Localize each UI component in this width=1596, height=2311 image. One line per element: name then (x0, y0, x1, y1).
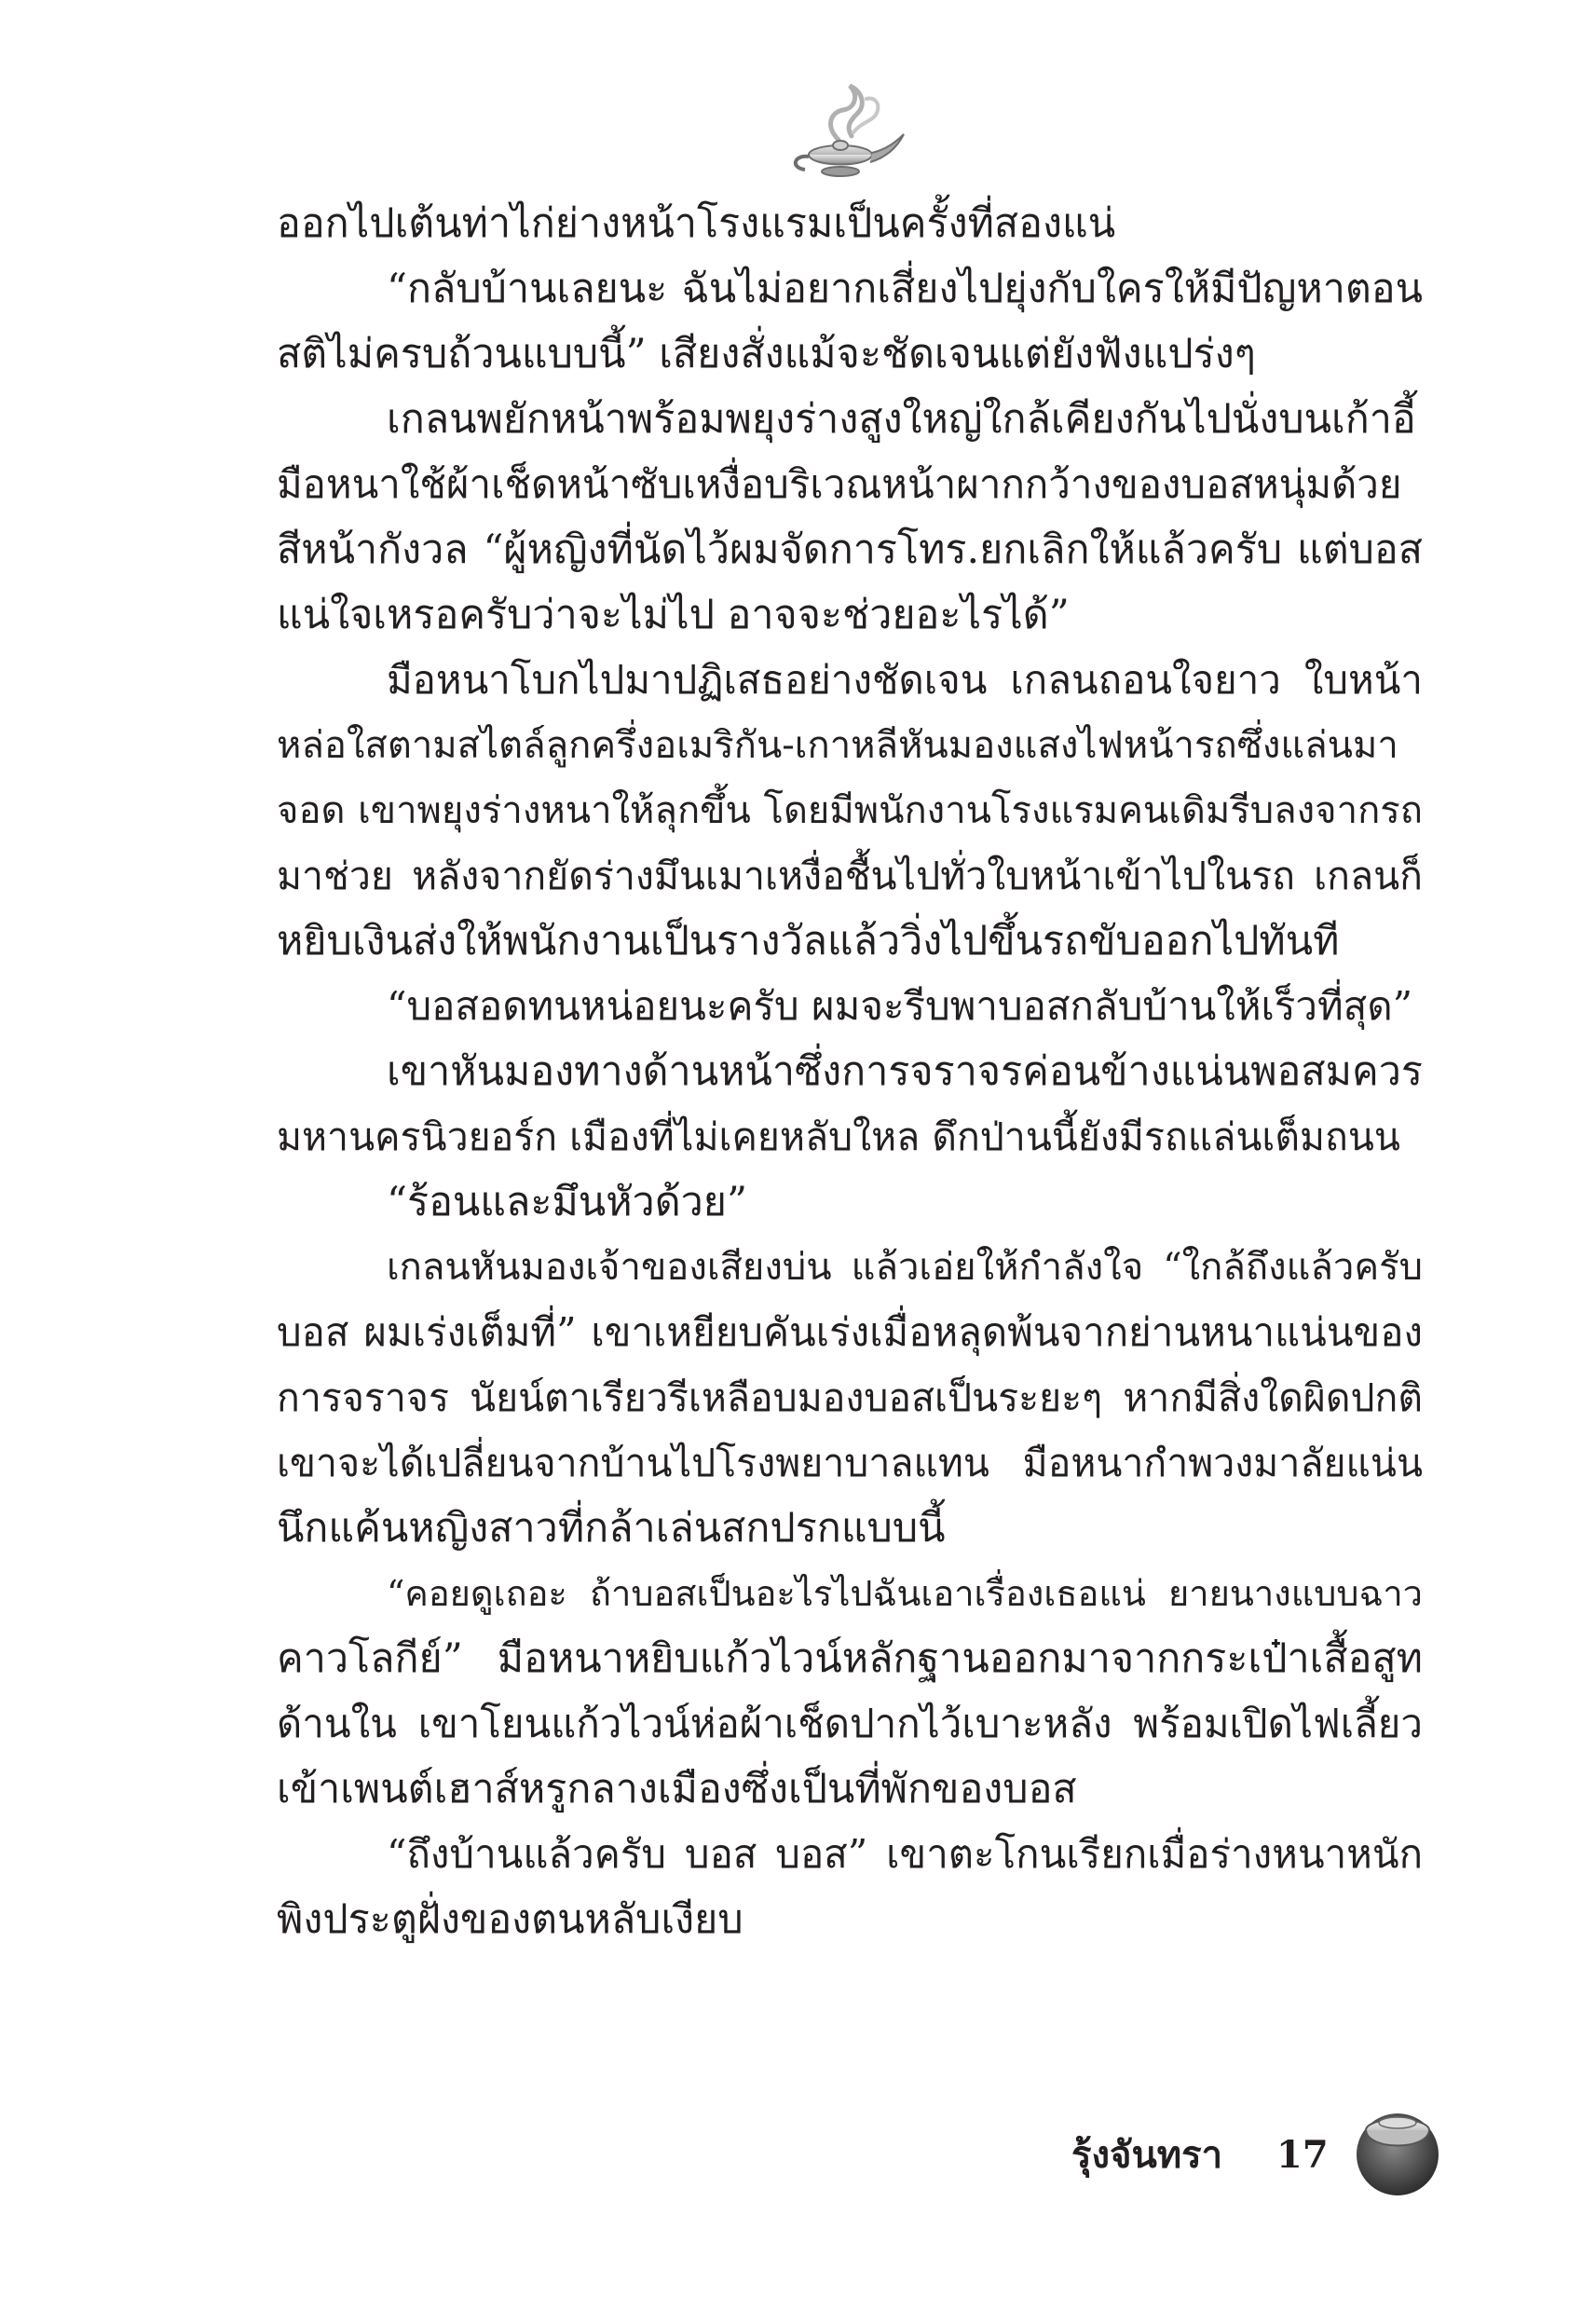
body-text (277, 191, 1423, 1952)
text-line: “ร้อนและมึนหัวด้วย” (387, 1179, 747, 1225)
page-number: 17 (1276, 2133, 1329, 2177)
text-line: “บอสอดทนหน่อยนะครับ ผมจะรีบพาบอสกลับบ้านให้เร็วที่สุด” (387, 983, 1413, 1029)
text-line: เกลนพยักหน้าพร้อมพยุงร่างสูงใหญ่ใกล้เคียงกันไปนั่งบนเก้าอี้ (387, 396, 1416, 443)
book-title: รุ้งจันทรา (1071, 2133, 1223, 2177)
text-line: นึกแค้นหญิงสาวที่กล้าเล่นสกปรกแบบนี้ (277, 1505, 946, 1552)
magic-lamp-icon (773, 75, 913, 186)
text-line: สติไม่ครบถ้วนแบบนี้” เสียงสั่งแม้จะชัดเจนแต่ยังฟังแปร่งๆ (277, 331, 1256, 377)
text-line: ออกไปเต้นท่าไก่ย่างหน้าโรงแรมเป็นครั้งที่สองแน่ (277, 200, 1116, 247)
text-line: หล่อใสตามสไตล์ลูกครึ่งอเมริกัน-เกาหลีหันมองแสงไฟหน้ารถซึ่งแล่นมา (277, 724, 1398, 767)
text-line: มือหนาใช้ผ้าเช็ดหน้าซับเหงื่อบริเวณหน้าผากกว้างของบอสหนุ่มด้วย (277, 461, 1402, 507)
text-line: มือหนาโบกไปมาปฏิเสธอย่างชัดเจน เกลนถอนใจยาว ใบหน้า (387, 657, 1423, 703)
text-line: ด้านใน เขาโยนแก้วไวน์ห่อผ้าเช็ดปากไว้เบาะหลัง พร้อมเปิดไฟเลี้ยว (277, 1701, 1423, 1746)
text-line: หยิบเงินส่งให้พนักงานเป็นรางวัลแล้ววิ่งไปขึ้นรถขับออกไปทันที (277, 918, 1340, 964)
text-line: เขาจะได้เปลี่ยนจากบ้านไปโรงพยาบาลแทน มือหนากำพวงมาลัยแน่น (277, 1441, 1423, 1485)
text-line: “ถึงบ้านแล้วครับ บอส บอส” เขาตะโกนเรียกเมื่อร่างหนาหนัก (387, 1831, 1423, 1877)
text-line: การจราจร นัยน์ตาเรียวรีเหลือบมองบอสเป็นระยะๆ หากมีสิ่งใดผิดปกติ (277, 1375, 1423, 1420)
text-line: แน่ใจเหรอครับว่าจะไม่ไป อาจจะช่วยอะไรได้” (277, 592, 1070, 638)
text-line: มหานครนิวยอร์ก เมืองที่ไม่เคยหลับใหล ดึกป่านนี้ยังมีรถแล่นเต็มถนน (277, 1114, 1400, 1159)
text-line: จอด เขาพยุงร่างหนาให้ลุกขึ้น โดยมีพนักงานโรงแรมคนเดิมรีบลงจากรถ (277, 789, 1423, 832)
round-lid-icon (1351, 2097, 1444, 2199)
text-line: บอส ผมเร่งเต็มที่” เขาเหยียบคันเร่งเมื่อหลุดพ้นจากย่านหนาแน่นของ (277, 1309, 1423, 1355)
text-line: “กลับบ้านเลยนะ ฉันไม่อยากเสี่ยงไปยุ่งกับใครให้มีปัญหาตอน (387, 266, 1423, 312)
text-line: เข้าเพนต์เฮาส์หรูกลางเมืองซึ่งเป็นที่พักของบอส (277, 1766, 1077, 1812)
text-line: เขาหันมองทางด้านหน้าซึ่งการจราจรค่อนข้างแน่นพอสมควร (387, 1048, 1423, 1095)
text-line: คาวโลกีย์” มือหนาหยิบแก้วไวน์หลักฐานออกมาจากกระเป๋าเสื้อสูท (277, 1635, 1423, 1682)
text-line: มาช่วย หลังจากยัดร่างมึนเมาเหงื่อชื้นไปทั่วใบหน้าเข้าไปในรถ เกลนก็ (277, 854, 1423, 898)
text-line: พิงประตูฝั่งของตนหลับเงียบ (277, 1896, 743, 1943)
text-line: สีหน้ากังวล “ผู้หญิงที่นัดไว้ผมจัดการโทร.ยกเลิกให้แล้วครับ แต่บอส (277, 526, 1423, 573)
text-line: เกลนหันมองเจ้าของเสียงบ่น แล้วเอ่ยให้กำลังใจ “ใกล้ถึงแล้วครับ (387, 1246, 1423, 1289)
text-line: “คอยดูเถอะ ถ้าบอสเป็นอะไรไปฉันเอาเรื่องเธอแน่ ยายนางแบบฉาว (387, 1573, 1423, 1614)
